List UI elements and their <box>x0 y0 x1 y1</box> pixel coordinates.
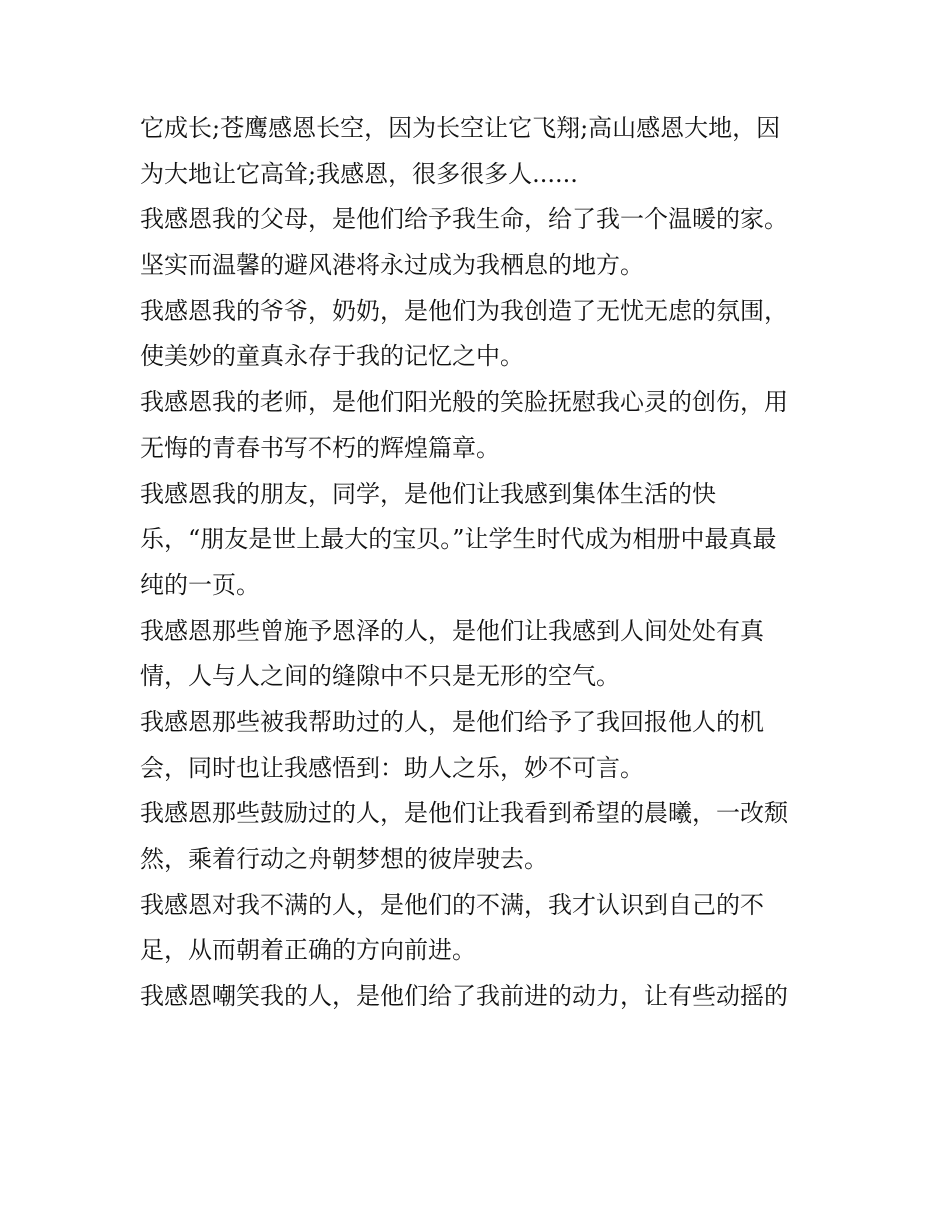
text-line: 会，同时也让我感悟到：助人之乐，妙不可言。 <box>140 753 644 782</box>
text-line: 它成长;苍鹰感恩长空，因为长空让它飞翔;高山感恩大地，因 <box>140 114 781 142</box>
text-line: 使美妙的童真永存于我的记忆之中。 <box>140 342 524 371</box>
text-line: 我感恩那些鼓励过的人，是他们让我看到希望的晨曦，一改颓 <box>140 799 788 828</box>
essay-text <box>140 106 830 1020</box>
text-line: 情，人与人之间的缝隙中不只是无形的空气。 <box>140 662 620 691</box>
text-line: 我感恩我的朋友，同学，是他们让我感到集体生活的快 <box>140 479 716 508</box>
text-line: 无悔的青春书写不朽的辉煌篇章。 <box>140 433 500 462</box>
text-line: 坚实而温馨的避风港将永过成为我栖息的地方。 <box>140 251 644 280</box>
text-line: 我感恩我的老师，是他们阳光般的笑脸抚慰我心灵的创伤，用 <box>140 388 788 417</box>
text-line: 我感恩嘲笑我的人，是他们给了我前进的动力，让有些动摇的 <box>140 982 788 1011</box>
text-line: 纯的一页。 <box>140 570 260 599</box>
text-line: 我感恩那些曾施予恩泽的人，是他们让我感到人间处处有真 <box>140 616 764 645</box>
text-line: 乐，“朋友是世上最大的宝贝。”让学生时代成为相册中最真最 <box>140 525 777 554</box>
text-line: 我感恩那些被我帮助过的人，是他们给予了我回报他人的机 <box>140 707 764 736</box>
text-line: 我感恩我的父母，是他们给予我生命，给了我一个温暖的家。 <box>140 205 788 234</box>
text-line: 然，乘着行动之舟朝梦想的彼岸驶去。 <box>140 845 548 873</box>
text-line: 我感恩对我不满的人，是他们的不满，我才认识到自己的不 <box>140 890 764 919</box>
text-line: 我感恩我的爷爷，奶奶，是他们为我创造了无忧无虑的氛围， <box>140 296 788 325</box>
text-line: 为大地让它高耸;我感恩，很多很多人...... <box>140 159 578 188</box>
text-line: 足，从而朝着正确的方向前进。 <box>140 936 476 965</box>
